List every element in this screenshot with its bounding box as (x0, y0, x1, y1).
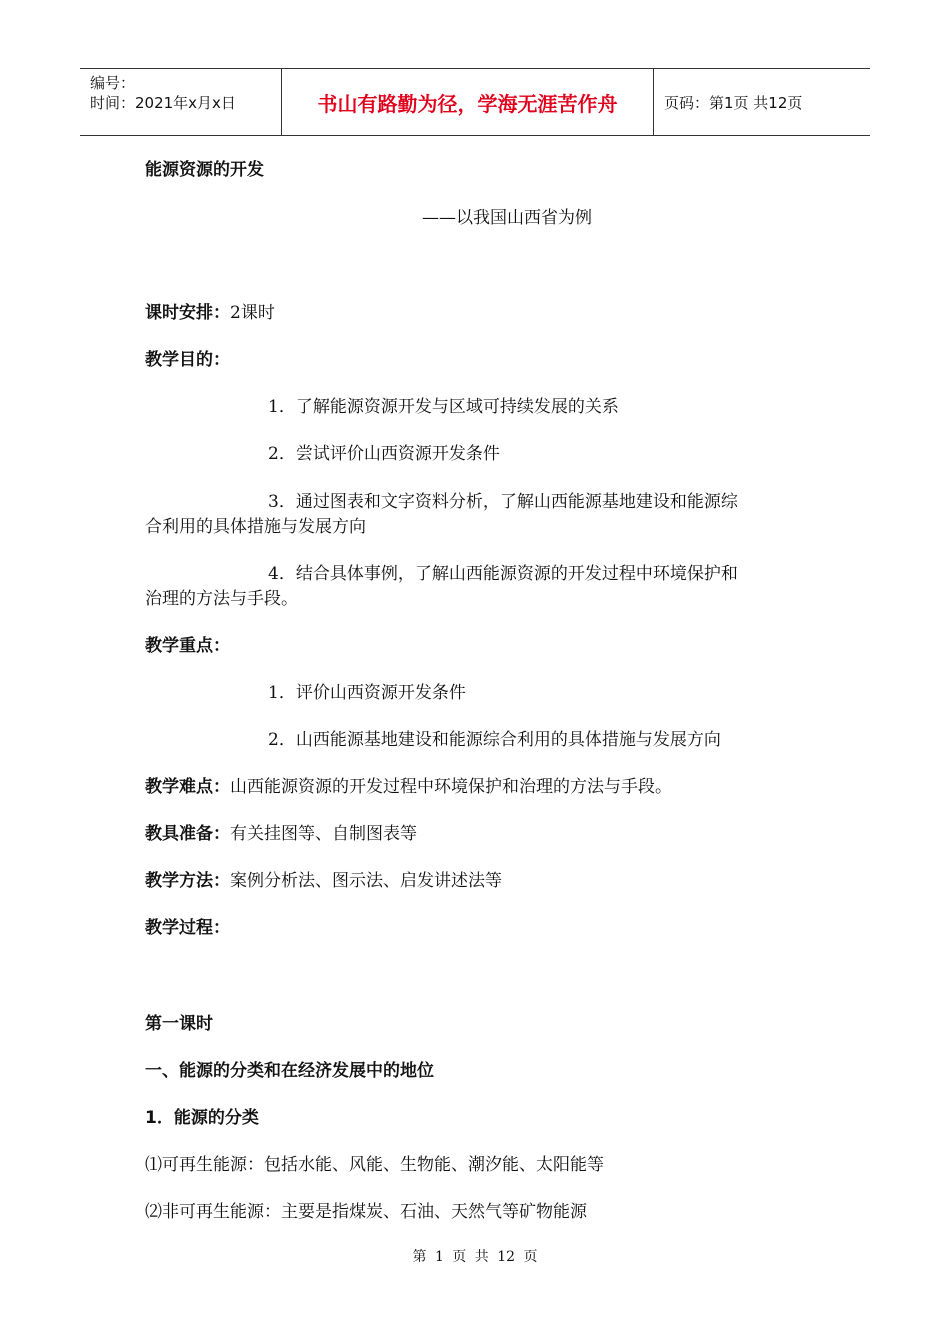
key-point-item: 1．评价山西资源开发条件 (268, 683, 466, 703)
date-label: 时间：2021年x月x日 (90, 94, 236, 112)
objective-item-continued: 治理的方法与手段。 (145, 589, 298, 609)
schedule-line (145, 301, 275, 325)
objective-item: 4．结合具体事例，了解山西能源资源的开发过程中环境保护和 (268, 564, 738, 584)
section-heading: 一、能源的分类和在经济发展中的地位 (145, 1061, 434, 1081)
subsection-heading: 1．能源的分类 (145, 1108, 259, 1128)
process-heading: 教学过程： (145, 918, 230, 938)
lesson-heading: 第一课时 (145, 1014, 213, 1034)
objective-item: 3．通过图表和文字资料分析，了解山西能源基地建设和能源综 (268, 492, 738, 512)
number-label: 编号： (90, 74, 136, 92)
schedule-label: 课时安排： (145, 303, 230, 323)
difficulty-value: 山西能源资源的开发过程中环境保护和治理的方法与手段。 (230, 777, 672, 797)
page-footer: 第 1 页 共 12 页 (412, 1249, 538, 1265)
document-subtitle: ——以我国山西省为例 (422, 208, 592, 228)
methods-value: 案例分析法、图示法、启发讲述法等 (230, 871, 502, 891)
document-header (80, 68, 870, 136)
difficulty-line (145, 775, 672, 799)
objective-item: 1．了解能源资源开发与区域可持续发展的关系 (268, 397, 619, 417)
header-meta (80, 69, 281, 135)
key-point-item: 2．山西能源基地建设和能源综合利用的具体措施与发展方向 (268, 730, 721, 750)
schedule-value: 2课时 (230, 303, 275, 323)
tools-value: 有关挂图等、自制图表等 (230, 824, 417, 844)
methods-line (145, 869, 502, 893)
header-motto: 书山有路勤为径，学海无涯苦作舟 (281, 69, 654, 135)
methods-label: 教学方法： (145, 871, 230, 891)
objectives-heading: 教学目的： (145, 350, 230, 370)
objective-item: 2．尝试评价山西资源开发条件 (268, 444, 500, 464)
document-title: 能源资源的开发 (145, 160, 264, 180)
list-item: ⑵非可再生能源：主要是指煤炭、石油、天然气等矿物能源 (145, 1202, 587, 1222)
difficulty-label: 教学难点： (145, 777, 230, 797)
header-page-info: 页码：第1页 共12页 (664, 93, 803, 112)
list-item: ⑴可再生能源：包括水能、风能、生物能、潮汐能、太阳能等 (145, 1155, 604, 1175)
objective-item-continued: 合利用的具体措施与发展方向 (145, 517, 366, 537)
tools-label: 教具准备： (145, 824, 230, 844)
tools-line (145, 822, 417, 846)
key-points-heading: 教学重点： (145, 636, 230, 656)
